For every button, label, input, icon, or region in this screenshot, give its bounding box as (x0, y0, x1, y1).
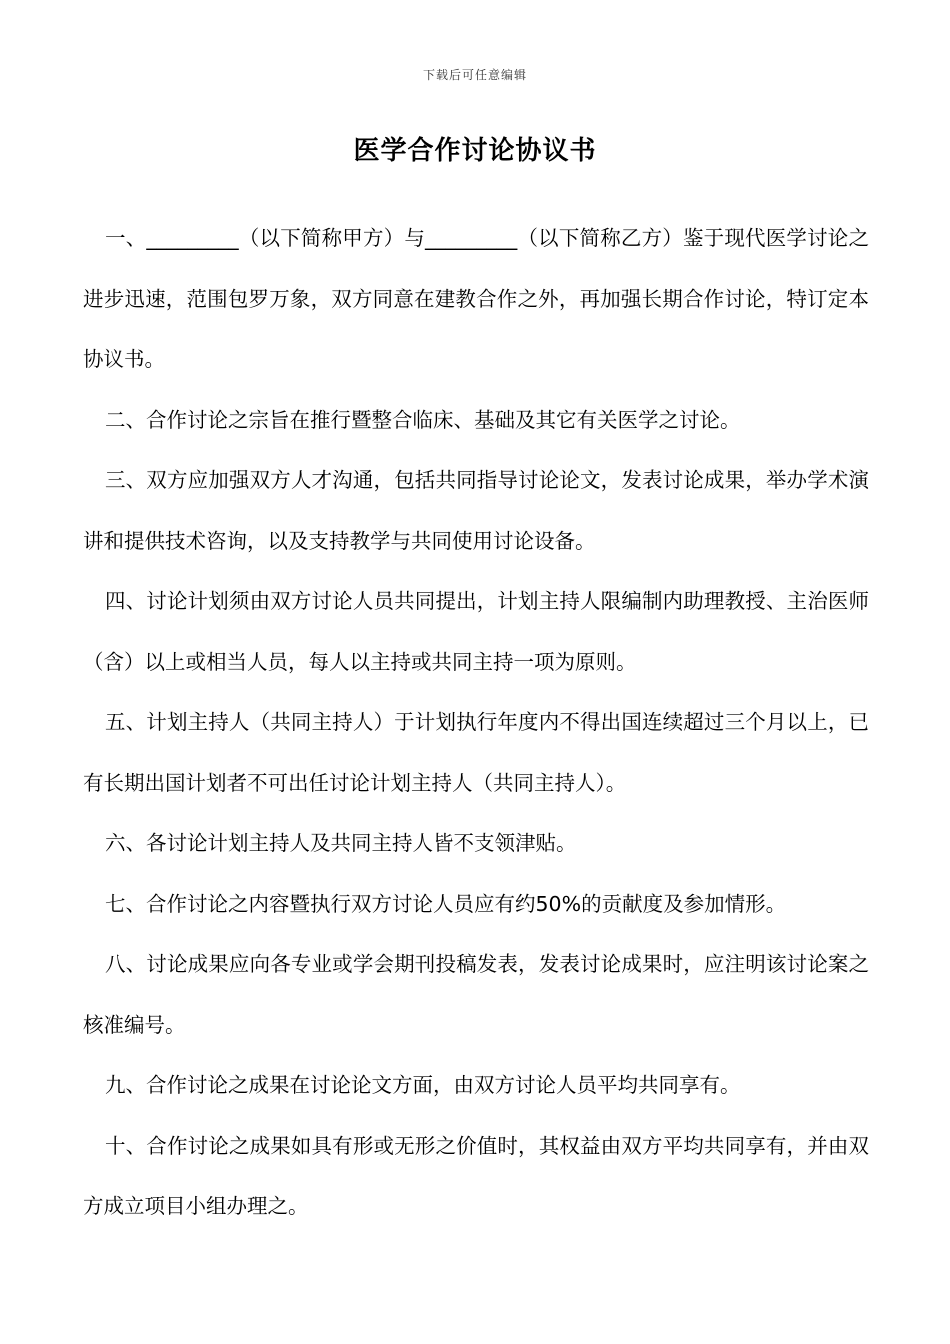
clause-2: 二、合作讨论之宗旨在推行暨整合临床、基础及其它有关医学之讨论。 (105, 407, 741, 432)
document-title: 医学合作讨论协议书 (353, 136, 597, 166)
clause-7: 七、合作讨论之内容暨执行双方讨论人员应有约50%的贡献度及参加情形。 (105, 891, 787, 916)
clause-6: 六、各讨论计划主持人及共同主持人皆不支领津贴。 (105, 831, 577, 855)
clause-5: 五、计划主持人（共同主持人）于计划执行年度内不得出国连续超过三个月以上，已有长期出国计划者不可出任讨论计划主持人（共同主持人）。 (83, 710, 869, 795)
document-body (83, 208, 869, 1237)
page-header-note: 下载后可任意编辑 (422, 68, 527, 82)
clause-4: 四、讨论计划须由双方讨论人员共同提出，计划主持人限编制内助理教授、主治医师（含）以上或相当人员，每人以主持或共同主持一项为原则。 (83, 589, 869, 674)
clause-10: 十、合作讨论之成果如具有形或无形之价值时，其权益由双方平均共同享有，并由双方成立项目小组办理之。 (83, 1133, 869, 1218)
clause-8: 八、讨论成果应向各专业或学会期刊投稿发表，发表讨论成果时，应注明该讨论案之核准编号。 (83, 952, 869, 1037)
clause-9: 九、合作讨论之成果在讨论论文方面，由双方讨论人员平均共同享有。 (105, 1073, 741, 1097)
clause-1: 一、_________（以下简称甲方）与_________（以下简称乙方）鉴于现代医学讨论之进步迅速，范围包罗万象，双方同意在建教合作之外，再加强长期合作讨论，特订定本协议书。 (83, 226, 869, 371)
clause-3: 三、双方应加强双方人才沟通，包括共同指导讨论论文，发表讨论成果，举办学术演讲和提供技术咨询，以及支持教学与共同使用讨论设备。 (83, 468, 869, 553)
